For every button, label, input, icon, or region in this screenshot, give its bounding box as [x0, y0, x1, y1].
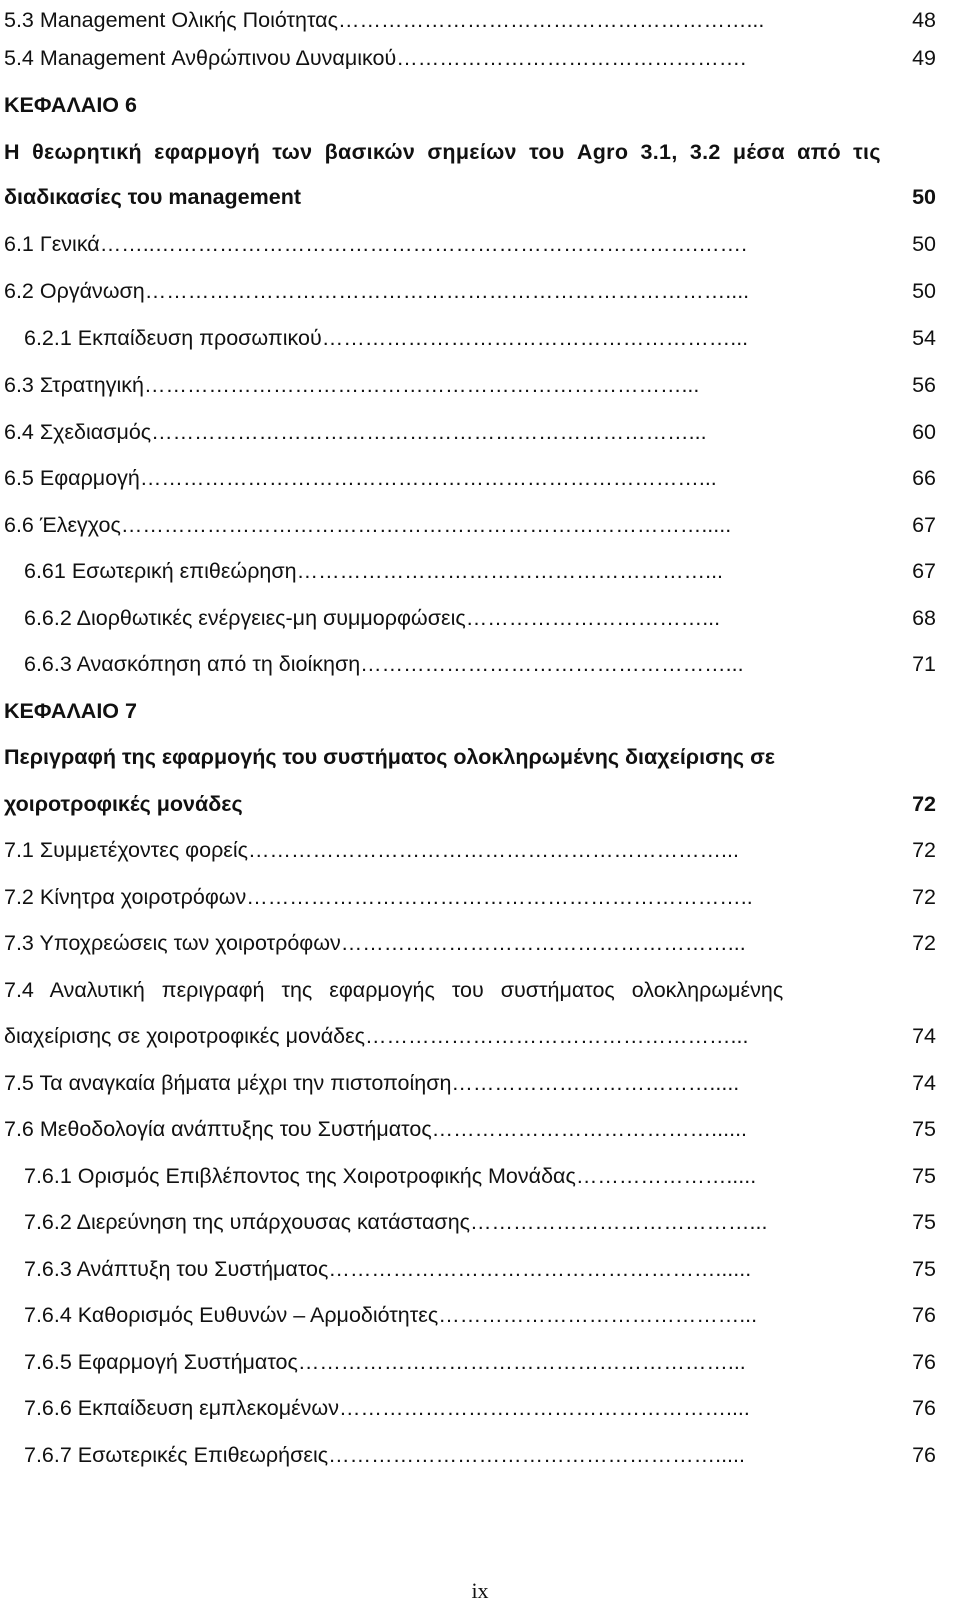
toc-entry-page: 72 [912, 931, 936, 955]
toc-entry [0, 928, 960, 958]
toc-entry-title: 6.1 Γενικά……..………………………………………………………………….……. [4, 232, 748, 256]
toc-entry [0, 1254, 960, 1284]
toc-entry-title: 7.5 Τα αναγκαία βήματα μέχρι την πιστοποίηση………………………………..... [4, 1071, 740, 1095]
toc-chapter-heading [0, 90, 960, 120]
toc-chapter-heading [0, 696, 960, 726]
toc-entry-page: 49 [912, 46, 936, 70]
toc-entry [0, 417, 960, 447]
toc-chapter-title-line [0, 789, 960, 819]
toc-entry-page: 72 [912, 838, 936, 862]
toc-entry-title: 7.6.2 Διερεύνηση της υπάρχουσας κατάστασης…………………………………... [24, 1210, 768, 1234]
toc-entry [0, 276, 960, 306]
toc-entry [0, 1300, 960, 1330]
toc-entry-page: 74 [912, 1071, 936, 1095]
toc-entry-title: 6.3 Στρατηγική…………………………………………………………………... [4, 373, 700, 397]
toc-entry-page: 68 [912, 606, 936, 630]
toc-entry-page: 50 [912, 279, 936, 303]
toc-entry-page: 76 [912, 1303, 936, 1327]
toc-entry-title: 6.6 Έλεγχος………………………………………………………………………..... [4, 513, 732, 537]
chapter-title: Περιγραφή της εφαρμογής του συστήματος ολοκληρωμένης διαχείρισης σε [4, 745, 775, 769]
toc-entry-title: 6.2 Οργάνωση……………………………………………………………………….... [4, 279, 750, 303]
toc-entry-title: 7.6.3 Ανάπτυξη του Συστήματος………………………………………………...... [24, 1257, 752, 1281]
toc-entry [0, 370, 960, 400]
toc-entry-title: 7.6.4 Καθορισμός Ευθυνών – Αρμοδιότητες……………………………………... [24, 1303, 758, 1327]
toc-entry-title: 7.4 Αναλυτική περιγραφή της εφαρμογής του συστήματος ολοκληρωμένης [4, 978, 784, 1002]
page-number-roman: ix [471, 1578, 489, 1603]
toc-entry-page: 72 [912, 885, 936, 909]
toc-entry-title: 5.4 Management Ανθρώπινου Δυναμικού…………………………………………. [4, 46, 747, 70]
toc-entry-page: 66 [912, 466, 936, 490]
toc-entry-title: 7.6.1 Ορισμός Επιβλέποντος της Χοιροτροφικής Μονάδας…………………..... [24, 1164, 757, 1188]
toc-entry [0, 43, 960, 73]
toc-entry-title: 7.2 Κίνητρα χοιροτρόφων…………………………………………………………….. [4, 885, 753, 909]
toc-entry [0, 1207, 960, 1237]
toc-entry-page: 72 [912, 792, 936, 816]
toc-entry-title: 6.2.1 Εκπαίδευση προσωπικού…………………………………………………... [24, 326, 749, 350]
toc-chapter-title-line [0, 137, 960, 167]
toc-entry [0, 1347, 960, 1377]
toc-entry-page: 50 [912, 185, 936, 209]
toc-entry-page: 56 [912, 373, 936, 397]
toc-entry [0, 556, 960, 586]
chapter-label: ΚΕΦΑΛΑΙΟ 7 [4, 699, 137, 723]
toc-chapter-title-line [0, 182, 960, 212]
toc-entry [0, 1021, 960, 1051]
toc-entry [0, 603, 960, 633]
toc-entry-title: 7.6.6 Εκπαίδευση εμπλεκομένων……………………………………………….... [24, 1396, 750, 1420]
toc-entry [0, 649, 960, 679]
toc-entry-title: 7.6.7 Εσωτερικές Επιθεωρήσεις………………………………………………..... [24, 1443, 745, 1467]
toc-entry [0, 835, 960, 865]
toc-entry-page: 67 [912, 513, 936, 537]
toc-entry-page: 74 [912, 1024, 936, 1048]
toc-entry-title: 6.6.3 Ανασκόπηση από τη διοίκηση……………………………………………... [24, 652, 744, 676]
toc-entry-title: 5.3 Management Ολικής Ποιότητας…………………………………………………... [4, 8, 765, 32]
toc-entry-title: 7.6 Μεθοδολογία ανάπτυξης του Συστήματος…………………………………...... [4, 1117, 748, 1141]
toc-entry-title: 6.61 Εσωτερική επιθεώρηση…………………………………………………... [24, 559, 724, 583]
toc-entry [0, 323, 960, 353]
toc-entry [0, 1393, 960, 1423]
toc-entry-page: 75 [912, 1210, 936, 1234]
toc-entry [0, 975, 960, 1005]
toc-entry [0, 5, 960, 35]
toc-entry-title: 7.3 Υποχρεώσεις των χοιροτρόφων………………………………………………... [4, 931, 746, 955]
toc-entry-page: 67 [912, 559, 936, 583]
toc-entry [0, 1068, 960, 1098]
toc-entry-page: 75 [912, 1164, 936, 1188]
toc-entry-page: 54 [912, 326, 936, 350]
toc-entry-page: 50 [912, 232, 936, 256]
toc-entry-page: 76 [912, 1443, 936, 1467]
toc-entry-title: 6.6.2 Διορθωτικές ενέργειες-μη συμμορφώσεις……………………………... [24, 606, 721, 630]
chapter-label: ΚΕΦΑΛΑΙΟ 6 [4, 93, 137, 117]
toc-entry [0, 882, 960, 912]
toc-entry-page: 71 [912, 652, 936, 676]
toc-entry-page: 75 [912, 1257, 936, 1281]
toc-entry-title: 7.6.5 Εφαρμογή Συστήματος……………………………………………………... [24, 1350, 746, 1374]
toc-entry-page: 76 [912, 1350, 936, 1374]
chapter-title: Η θεωρητική εφαρμογή των βασικών σημείων του Agro 3.1, 3.2 μέσα από τις [4, 140, 881, 164]
toc-entry-page: 76 [912, 1396, 936, 1420]
toc-entry [0, 1440, 960, 1470]
chapter-title: χοιροτροφικές μονάδες [4, 792, 243, 816]
toc-entry-page: 60 [912, 420, 936, 444]
toc-entry-title: 6.4 Σχεδιασμός…………………………………………………………………... [4, 420, 707, 444]
toc-entry-title: 7.1 Συμμετέχοντες φορείς…………………………………………………………... [4, 838, 739, 862]
toc-entry [0, 1161, 960, 1191]
toc-chapter-title-line [0, 742, 960, 772]
toc-entry [0, 463, 960, 493]
chapter-title: διαδικασίες του management [4, 185, 302, 209]
toc-entry [0, 229, 960, 259]
toc-entry [0, 1114, 960, 1144]
toc-entry-title: διαχείρισης σε χοιροτροφικές μονάδες……………………………………………... [4, 1024, 749, 1048]
toc-entry-page: 48 [912, 8, 936, 32]
toc-entry-title: 6.5 Εφαρμογή……………………………………………………………………... [4, 466, 717, 490]
toc-entry [0, 510, 960, 540]
toc-entry-page: 75 [912, 1117, 936, 1141]
